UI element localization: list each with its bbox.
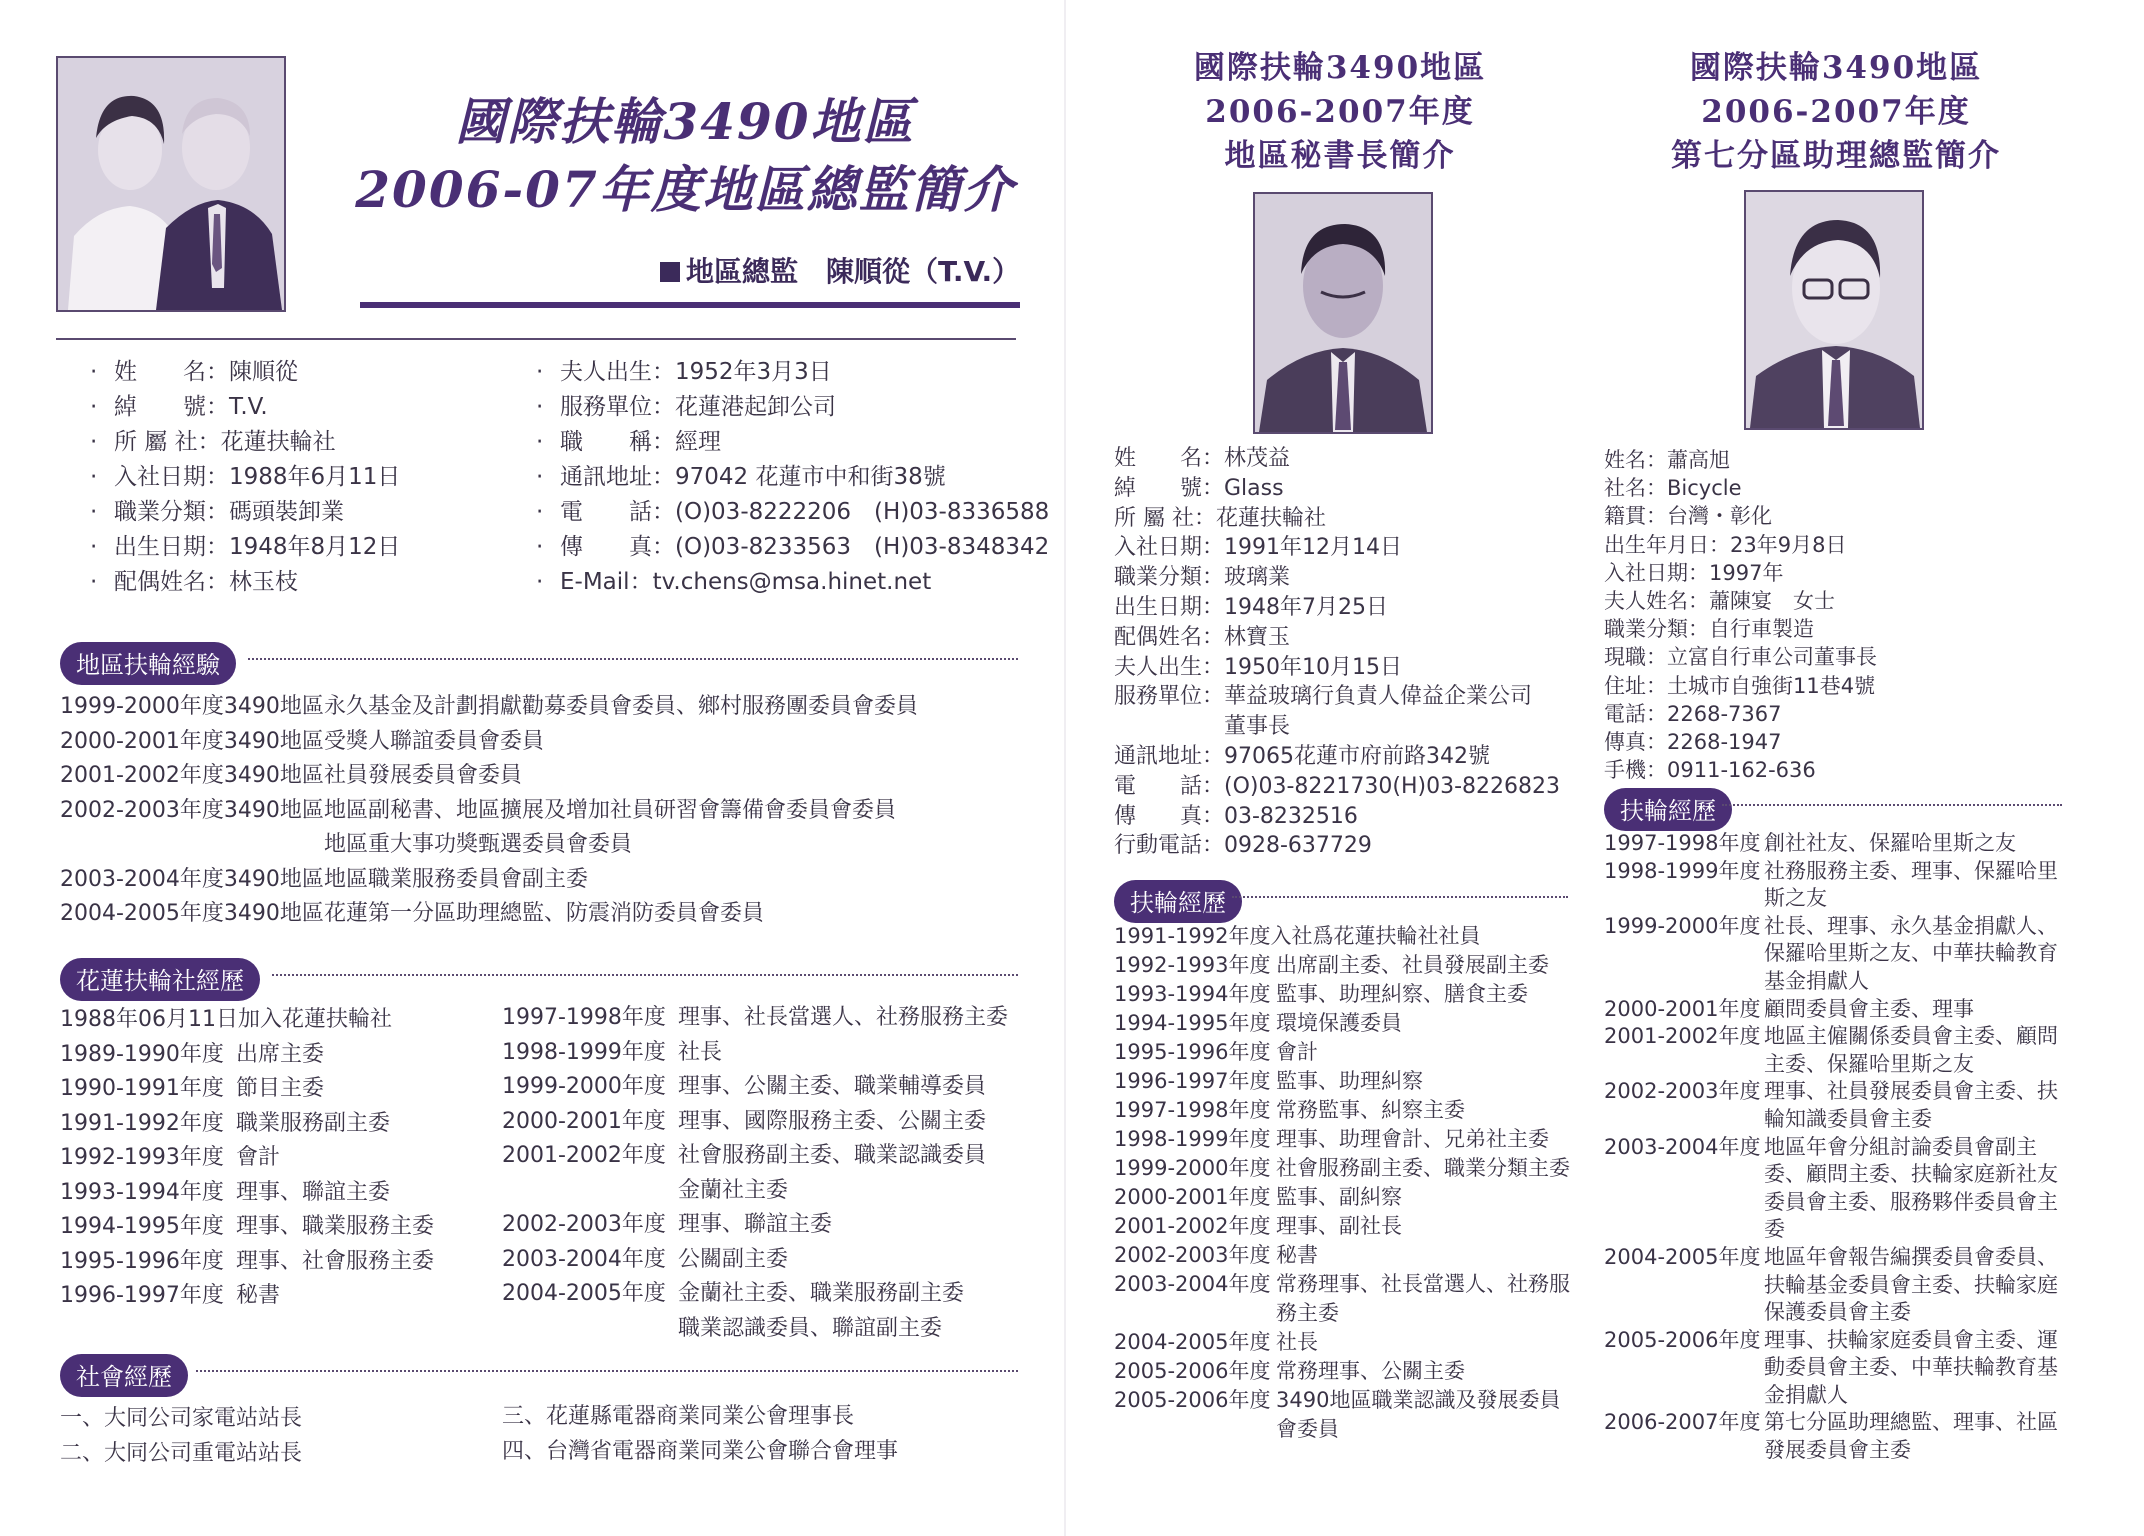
section-district-experience: 地區扶輪經驗 — [60, 642, 236, 685]
info-row: · 姓 名：陳順從 — [90, 355, 400, 390]
section-divider — [1722, 804, 2062, 806]
item-text: 地區重大事功獎甄選委員會委員 — [324, 832, 633, 857]
item-year: 1996-1997年度 — [60, 1283, 224, 1308]
list-item — [1114, 1241, 1584, 1270]
list-item — [1604, 1134, 2084, 1244]
list-item — [1604, 1023, 2084, 1078]
list-item — [1114, 922, 1584, 951]
list-item — [502, 1312, 1008, 1347]
list-item — [60, 1176, 434, 1211]
club-experience-left — [60, 1003, 434, 1314]
item-text: 受獎人聯誼委員會委員 — [324, 728, 545, 754]
item-year: 1998-1999年度 — [502, 1039, 666, 1065]
list-item — [60, 1210, 434, 1245]
item-year: 2000-2001年度3490地區 — [60, 728, 324, 754]
item-text: 地區年會報告編撰委員會委員、扶輪基金委員會主委、扶輪家庭保護委員會主委 — [1764, 1244, 2058, 1325]
assistant-portrait — [1744, 190, 1924, 430]
item-year: 1999-2000年度 — [1114, 1156, 1271, 1180]
item-year: 2000-2001年度 — [1114, 1185, 1271, 1209]
info-value: (O)03-8233563 (H)03-8348342 — [675, 534, 1050, 560]
item-year: 1992-1993年度 — [1114, 953, 1271, 977]
list-item — [502, 1036, 1008, 1071]
info-row: · 配偶姓名：林玉枝 — [90, 565, 400, 600]
info-row: 電話：2268-7367 — [1604, 701, 1782, 726]
info-value: 碼頭裝卸業 — [229, 499, 344, 525]
secretary-photo-image — [1255, 194, 1431, 432]
title-line: 第七分區助理總監簡介 — [1671, 138, 2001, 174]
info-row: 夫人出生：1950年10月15日 — [1114, 654, 1402, 680]
item-text: 地區職業服務委員會副主委 — [324, 866, 589, 892]
info-label: E-Mail — [560, 569, 630, 595]
item-year: 2003-2004年度 — [1114, 1272, 1271, 1296]
info-value: 陳順從 — [229, 359, 298, 385]
page-fold — [1064, 0, 1066, 1536]
title-line: 地區秘書長簡介 — [1224, 138, 1456, 174]
header-divider — [56, 338, 1016, 340]
item-text: 環境保護委員 — [1276, 1011, 1402, 1035]
item-text: 社長 — [678, 1039, 723, 1065]
list-item — [502, 1001, 1008, 1036]
section-divider — [1232, 896, 1568, 898]
item-year: 1999-2000年度 — [1604, 913, 1761, 938]
assistant-experience-list — [1604, 830, 2084, 1465]
assistant-photo-image — [1746, 192, 1922, 428]
info-row: 配偶姓名：林寶玉 — [1114, 624, 1291, 650]
item-text: 理事、社會服務主委 — [236, 1248, 435, 1274]
info-label: 配偶姓名 — [114, 569, 206, 595]
main-title-line1: 國際扶輪3490地區 — [455, 92, 915, 151]
list-item — [60, 690, 918, 725]
item-year: 1999-2000年度 — [502, 1074, 666, 1099]
list-item — [60, 828, 918, 863]
info-row: 服務單位：華益玻璃行負責人偉益企業公司 — [1114, 684, 1533, 710]
info-value: 1952年3月3日 — [675, 359, 832, 385]
item-year: 2004-2005年度 — [1604, 1244, 1761, 1269]
section-divider — [248, 658, 1018, 660]
info-row: · 服務單位：花蓮港起卸公司 — [536, 390, 1049, 425]
info-value: 花蓮扶輪社 — [220, 429, 336, 455]
governor-couple-photo — [56, 56, 286, 312]
item-year: 2000-2001年度 — [1604, 996, 1761, 1021]
list-item — [1114, 1038, 1584, 1067]
section-assistant-experience: 扶輪經歷 — [1604, 788, 1732, 831]
item-text: 常務理事、社長當選人、社務服務主委 — [1276, 1272, 1570, 1325]
item-year: 2006-2007年度 — [1604, 1410, 1761, 1435]
item-year: 2002-2003年度 — [1604, 1079, 1761, 1104]
item-year: 2001-2002年度 — [1114, 1214, 1271, 1238]
item-text: 秘書 — [236, 1283, 281, 1308]
info-row: 傳 真：03-8232516 — [1114, 803, 1358, 829]
item-year: 1997-1998年度 — [1114, 1098, 1271, 1122]
info-label: 所 屬 社 — [114, 429, 198, 455]
item-year: 1993-1994年度 — [1114, 982, 1271, 1006]
item-year: 2004-2005年度 — [502, 1281, 666, 1306]
item-year: 1993-1994年度 — [60, 1179, 224, 1205]
info-label: 傳 真 — [560, 534, 652, 560]
list-item — [1114, 1270, 1584, 1328]
item-year: 2005-2006年度 — [1604, 1327, 1761, 1352]
item-text: 社務服務主委、理事、保羅哈里斯之友 — [1764, 858, 2058, 911]
info-row: · 通訊地址：97042 花蓮市中和街38號 — [536, 460, 1049, 495]
item-text: 監事、副糾察 — [1276, 1185, 1402, 1209]
list-item — [502, 1243, 1008, 1278]
info-row: 籍貫：台灣・彰化 — [1604, 504, 1772, 529]
item-text: 節目主委 — [236, 1076, 325, 1101]
info-row: · 職業分類：碼頭裝卸業 — [90, 495, 400, 530]
list-item — [60, 1038, 434, 1073]
info-row: 入社日期：1997年 — [1604, 560, 1784, 585]
item-text: 理事、聯誼主委 — [678, 1212, 833, 1237]
item-text: 理事、國際服務主委、公關主委 — [678, 1108, 987, 1134]
item-year: 1995-1996年度 — [60, 1248, 224, 1274]
item-text: 常務監事、糾察主委 — [1276, 1098, 1465, 1122]
list-item — [502, 1105, 1008, 1140]
list-item — [60, 794, 918, 829]
info-value: 97042 花蓮市中和街38號 — [675, 464, 946, 490]
list-item — [1604, 1244, 2084, 1327]
item-year: 2003-2004年度 — [1604, 1134, 1761, 1159]
info-value: (O)03-8222206 (H)03-8336588 — [675, 499, 1050, 525]
item-year: 2002-2003年度3490地區 — [60, 797, 324, 823]
list-item — [502, 1208, 1008, 1243]
info-row: 所 屬 社：花蓮扶輪社 — [1114, 505, 1326, 531]
list-item — [502, 1139, 1008, 1174]
item-text: 監事、助理糾察、膳食主委 — [1276, 982, 1528, 1006]
info-label: 職 稱 — [560, 429, 652, 455]
item-year: 1992-1993年度 — [60, 1145, 224, 1170]
list-item — [502, 1277, 1008, 1312]
info-label: 通訊地址 — [560, 464, 652, 490]
list-item — [502, 1070, 1008, 1105]
list-item — [1604, 830, 2084, 858]
item-year: 1996-1997年度 — [1114, 1069, 1271, 1093]
item-text: 出席主委 — [236, 1041, 325, 1067]
section-secretary-experience: 扶輪經歷 — [1114, 880, 1242, 923]
item-text: 會計 — [1276, 1040, 1318, 1064]
item-year: 2001-2002年度3490地區 — [60, 763, 324, 788]
couple-portrait-image — [58, 58, 284, 310]
item-text: 理事、副社長 — [1276, 1214, 1402, 1238]
item-text: 社長 — [1276, 1330, 1318, 1354]
secretary-portrait — [1253, 192, 1433, 434]
list-item — [60, 1141, 434, 1176]
list-item — [60, 897, 918, 932]
list-item — [1604, 1327, 2084, 1410]
list-item — [60, 1107, 434, 1142]
info-label: 電 話 — [560, 499, 652, 525]
info-row: 現職：立富自行車公司董事長 — [1604, 645, 1877, 670]
info-row: · E-Mail：tv.chens@msa.hinet.net — [536, 565, 1049, 600]
item-text: 職業認識委員、聯誼副主委 — [678, 1315, 943, 1341]
info-row: · 入社日期：1988年6月11日 — [90, 460, 400, 495]
item-text: 永久基金及計劃捐獻勸募委員會委員、鄉村服務團委員會委員 — [324, 694, 919, 719]
info-label: 夫人出生 — [560, 359, 652, 385]
item-text: 創社社友、保羅哈里斯之友 — [1764, 831, 2016, 855]
item-text: 社員發展委員會委員 — [324, 763, 523, 788]
info-row: 出生年月日：23年9月8日 — [1604, 532, 1847, 557]
assistant-info — [1604, 446, 1877, 784]
item-text: 公關副主委 — [678, 1246, 789, 1272]
item-text: 常務理事、公關主委 — [1276, 1359, 1465, 1383]
list-item — [60, 1003, 434, 1038]
info-label: 姓 名 — [114, 359, 206, 385]
governor-heading-text: 地區總監 陳順從（T.V.） — [686, 255, 1021, 288]
info-row: 職業分類：玻璃業 — [1114, 565, 1291, 591]
info-label: 職業分類 — [114, 499, 206, 525]
title-underline — [360, 302, 1020, 308]
item-year: 2004-2005年度3490地區 — [60, 901, 324, 926]
list-item — [60, 725, 918, 760]
club-experience-right — [502, 1001, 1008, 1346]
item-year: 1990-1991年度 — [60, 1076, 224, 1101]
item-text: 會計 — [236, 1145, 281, 1170]
item-text: 社會服務副主委、職業分類主委 — [1276, 1156, 1570, 1180]
list-item — [60, 1245, 434, 1280]
info-value: 1988年6月11日 — [229, 464, 401, 490]
info-value: 1948年8月12日 — [229, 534, 401, 560]
info-row: 社名：Bicycle — [1604, 476, 1742, 501]
item-year: 2005-2006年度 — [1114, 1388, 1271, 1412]
item-text: 職業服務副主委 — [236, 1110, 391, 1136]
item-year: 1998-1999年度 — [1114, 1127, 1271, 1151]
title-line: 2006-2007年度 — [1205, 94, 1475, 130]
info-row: · 電 話：(O)03-8222206 (H)03-8336588 — [536, 495, 1049, 530]
item-year: 2002-2003年度 — [1114, 1243, 1271, 1267]
info-row: 傳真：2268-1947 — [1604, 730, 1782, 755]
item-text: 地區主僱關係委員會主委、顧問主委、保羅哈里斯之友 — [1764, 1024, 2058, 1076]
item-text: 理事、社員發展委員會主委、扶輪知識委員會主委 — [1764, 1079, 2058, 1131]
info-row: 通訊地址：97065花蓮市府前路342號 — [1114, 743, 1490, 769]
governor-info-right — [536, 355, 1049, 600]
item-text: 金蘭社主委 — [678, 1177, 789, 1203]
section-social-experience: 社會經歷 — [60, 1354, 188, 1397]
item-year: 1989-1990年度 — [60, 1041, 224, 1067]
section-club-experience: 花蓮扶輪社經歷 — [60, 958, 260, 1001]
item-text: 理事、社長當選人、社務服務主委 — [678, 1005, 1009, 1030]
item-year: 1994-1995年度 — [1114, 1011, 1271, 1035]
item-text: 秘書 — [1276, 1243, 1318, 1267]
list-item — [1114, 1096, 1584, 1125]
item-text: 第七分區助理總監、理事、社區發展委員會主委 — [1764, 1410, 2058, 1463]
list-item — [60, 759, 918, 794]
item-year: 2001-2002年度 — [1604, 1024, 1761, 1049]
item-year: 2002-2003年度 — [502, 1212, 666, 1237]
item-year: 1997-1998年度 — [1604, 831, 1761, 855]
item-year: 1988年06月11日加入花蓮扶輪社 — [60, 1007, 392, 1032]
item-year: 1991-1992年度 — [60, 1110, 224, 1136]
info-row: 手機：0911-162-636 — [1604, 758, 1816, 783]
title-line: 國際扶輪3490地區 — [1193, 50, 1487, 86]
list-item — [1114, 1125, 1584, 1154]
main-title-line2: 2006-07年度地區總監簡介 — [355, 160, 1015, 219]
item-year: 2000-2001年度 — [502, 1108, 666, 1134]
secretary-title — [1140, 46, 1540, 178]
item-text: 出席副主委、社員發展副主委 — [1276, 953, 1549, 977]
list-item — [1604, 1078, 2084, 1133]
info-value: tv.chens@msa.hinet.net — [652, 569, 932, 595]
item-year: 2003-2004年度 — [502, 1246, 666, 1272]
item-year: 1997-1998年度 — [502, 1005, 666, 1030]
square-bullet-icon — [660, 262, 680, 282]
info-row: · 夫人出生：1952年3月3日 — [536, 355, 1049, 390]
info-row: 姓名：蕭高旭 — [1604, 448, 1730, 472]
list-item — [1114, 1183, 1584, 1212]
item-text: 社長、理事、永久基金捐獻人、保羅哈里斯之友、中華扶輪教育基金捐獻人 — [1764, 913, 2058, 993]
item-text: 3490地區職業認識及發展委員會委員 — [1276, 1388, 1561, 1441]
info-label: 入社日期 — [114, 464, 206, 490]
item-text: 理事、聯誼主委 — [236, 1179, 391, 1205]
info-row: 行動電話：0928-637729 — [1114, 833, 1372, 859]
list-item — [1604, 996, 2084, 1024]
info-value: 經理 — [675, 429, 721, 455]
info-value: 花蓮港起卸公司 — [675, 394, 836, 420]
info-row: 出生日期：1948年7月25日 — [1114, 594, 1388, 620]
info-row: · 綽 號：T.V. — [90, 390, 400, 425]
info-label: 綽 號 — [114, 394, 206, 420]
item-year: 2004-2005年度 — [1114, 1330, 1271, 1354]
info-row: 住址：土城市自強街11巷4號 — [1604, 673, 1876, 698]
list-item — [1114, 1212, 1584, 1241]
info-row: · 出生日期：1948年8月12日 — [90, 530, 400, 565]
info-row: 姓 名：林茂益 — [1114, 446, 1291, 471]
info-row: 職業分類：自行車製造 — [1604, 617, 1814, 642]
info-value: T.V. — [229, 394, 268, 420]
list-item — [1604, 913, 2084, 996]
list-item — [1114, 1154, 1584, 1183]
list-item — [60, 1279, 434, 1314]
item-year: 1995-1996年度 — [1114, 1040, 1271, 1064]
item-text: 理事、職業服務主委 — [236, 1214, 435, 1239]
list-item — [1604, 1409, 2084, 1464]
list-item: 三、花蓮縣電器商業同業公會理事長 — [502, 1404, 855, 1429]
social-list-left — [60, 1402, 302, 1471]
title-line: 2006-2007年度 — [1701, 94, 1971, 130]
governor-info-left — [90, 355, 400, 600]
list-item — [1604, 858, 2084, 913]
item-text: 理事、公關主委、職業輔導委員 — [678, 1074, 987, 1099]
info-row: · 職 稱：經理 — [536, 425, 1049, 460]
item-year: 1994-1995年度 — [60, 1214, 224, 1239]
info-label: 出生日期 — [114, 534, 206, 560]
list-item: 四、台灣省電器商業同業公會聯合會理事 — [502, 1438, 899, 1464]
section-divider — [196, 1370, 1018, 1372]
list-item — [1114, 1357, 1584, 1386]
list-item — [60, 863, 918, 898]
info-row: 入社日期：1991年12月14日 — [1114, 535, 1402, 561]
list-item — [60, 1072, 434, 1107]
list-item — [1114, 980, 1584, 1009]
item-text: 金蘭社主委、職業服務副主委 — [678, 1281, 965, 1306]
item-year: 1999-2000年度3490地區 — [60, 694, 324, 719]
section-divider — [272, 974, 1018, 976]
item-text: 入社爲花蓮扶輪社社員 — [1270, 924, 1481, 948]
item-year: 2005-2006年度 — [1114, 1359, 1271, 1383]
social-list-right — [502, 1400, 898, 1469]
item-year: 1991-1992年度 — [1114, 924, 1271, 948]
item-text: 地區年會分組討論委員會副主委、顧問主委、扶輪家庭新社友委員會主委、服務夥伴委員會主委 — [1764, 1134, 2058, 1242]
item-text: 地區副秘書、地區擴展及增加社員研習會籌備會委員會委員 — [324, 797, 897, 823]
list-item — [1114, 1067, 1584, 1096]
district-experience-list — [60, 690, 918, 932]
item-text: 社會服務副主委、職業認識委員 — [678, 1143, 987, 1168]
secretary-experience-list — [1114, 922, 1584, 1444]
info-row: · 所 屬 社：花蓮扶輪社 — [90, 425, 400, 460]
info-label: 服務單位 — [560, 394, 652, 420]
info-row: 董事長 — [1114, 714, 1291, 740]
info-row: 夫人姓名：蕭陳宴 女士 — [1604, 589, 1835, 614]
item-year: 2001-2002年度 — [502, 1143, 666, 1168]
title-line: 國際扶輪3490地區 — [1689, 50, 1983, 86]
item-year: 2003-2004年度3490地區 — [60, 866, 324, 892]
info-row: 電 話：(O)03-8221730(H)03-8226823 — [1114, 773, 1561, 799]
list-item — [1114, 951, 1584, 980]
info-value: 林玉枝 — [229, 569, 298, 595]
list-item: 二、大同公司重電站站長 — [60, 1440, 303, 1466]
info-row: · 傳 真：(O)03-8233563 (H)03-8348342 — [536, 530, 1049, 565]
list-item — [1114, 1386, 1584, 1444]
secretary-info — [1114, 444, 1560, 861]
item-text: 監事、助理糾察 — [1276, 1069, 1423, 1093]
item-text: 花蓮第一分區助理總監、防震消防委員會委員 — [324, 901, 765, 926]
item-text: 理事、扶輪家庭委員會主委、運動委員會主委、中華扶輪教育基金捐獻人 — [1764, 1327, 2058, 1407]
item-text: 理事、助理會計、兄弟社主委 — [1276, 1127, 1549, 1151]
item-year: 1998-1999年度 — [1604, 858, 1761, 883]
list-item — [502, 1174, 1008, 1209]
assistant-title — [1606, 46, 2066, 178]
governor-heading — [660, 250, 1020, 290]
list-item — [1114, 1009, 1584, 1038]
list-item — [1114, 1328, 1584, 1357]
list-item: 一、大同公司家電站站長 — [60, 1406, 303, 1431]
item-text: 顧問委員會主委、理事 — [1764, 996, 1974, 1021]
info-row: 綽 號：Glass — [1114, 475, 1284, 501]
